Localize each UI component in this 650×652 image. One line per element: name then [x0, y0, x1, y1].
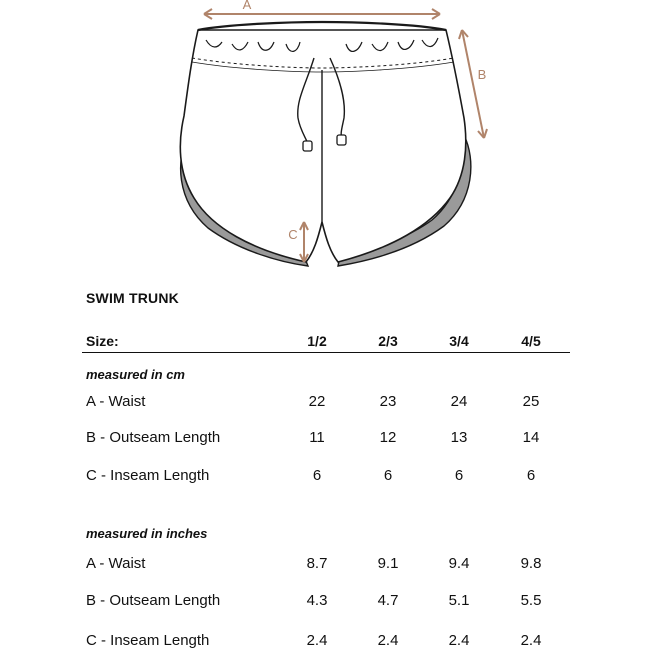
cell: 13 [450, 429, 468, 446]
cell: 2.4 [520, 632, 542, 649]
table-row [0, 555, 650, 575]
row-label: A - Waist [86, 555, 146, 572]
cell: 22 [308, 393, 326, 410]
cell: 23 [379, 393, 397, 410]
dimension-a-label: A [242, 0, 252, 12]
table-row [0, 429, 650, 449]
inches-section-heading: measured in inches [86, 526, 208, 541]
cell: 25 [522, 393, 540, 410]
table-row [0, 467, 650, 487]
row-label: A - Waist [86, 393, 146, 410]
size-col-3: 3/4 [449, 333, 469, 349]
drawstring-tip-left [303, 141, 312, 151]
row-label: C - Inseam Length [86, 467, 210, 484]
cell: 9.4 [448, 555, 470, 572]
row-label: B - Outseam Length [86, 429, 221, 446]
cell: 24 [450, 393, 468, 410]
drawstring-tip-right [337, 135, 346, 145]
cell: 6 [454, 467, 464, 484]
header-divider [82, 352, 570, 353]
dimension-b-label: B [477, 67, 487, 82]
cell: 9.8 [520, 555, 542, 572]
cell: 4.7 [377, 592, 399, 609]
cell: 6 [312, 467, 322, 484]
size-col-1: 1/2 [307, 333, 327, 349]
size-col-2: 2/3 [378, 333, 398, 349]
size-header-row [0, 333, 650, 353]
table-row [0, 592, 650, 612]
cell: 9.1 [377, 555, 399, 572]
cell: 2.4 [448, 632, 470, 649]
cell: 5.5 [520, 592, 542, 609]
dimension-c-label: C [288, 227, 298, 242]
cm-section-heading: measured in cm [86, 367, 185, 382]
size-header-label: Size: [86, 333, 119, 349]
cell: 6 [526, 467, 536, 484]
cell: 5.1 [448, 592, 470, 609]
cell: 6 [383, 467, 393, 484]
table-row [0, 632, 650, 652]
row-label: B - Outseam Length [86, 592, 221, 609]
cell: 8.7 [306, 555, 328, 572]
row-label: C - Inseam Length [86, 632, 210, 649]
swim-trunk-diagram [0, 0, 650, 285]
cell: 11 [309, 429, 325, 446]
cell: 14 [522, 429, 540, 446]
cell: 4.3 [306, 592, 328, 609]
cell: 12 [379, 429, 397, 446]
cell: 2.4 [306, 632, 328, 649]
size-col-4: 4/5 [521, 333, 541, 349]
cell: 2.4 [377, 632, 399, 649]
waistband-top [198, 22, 446, 30]
product-title: SWIM TRUNK [86, 290, 179, 306]
table-row [0, 393, 650, 413]
